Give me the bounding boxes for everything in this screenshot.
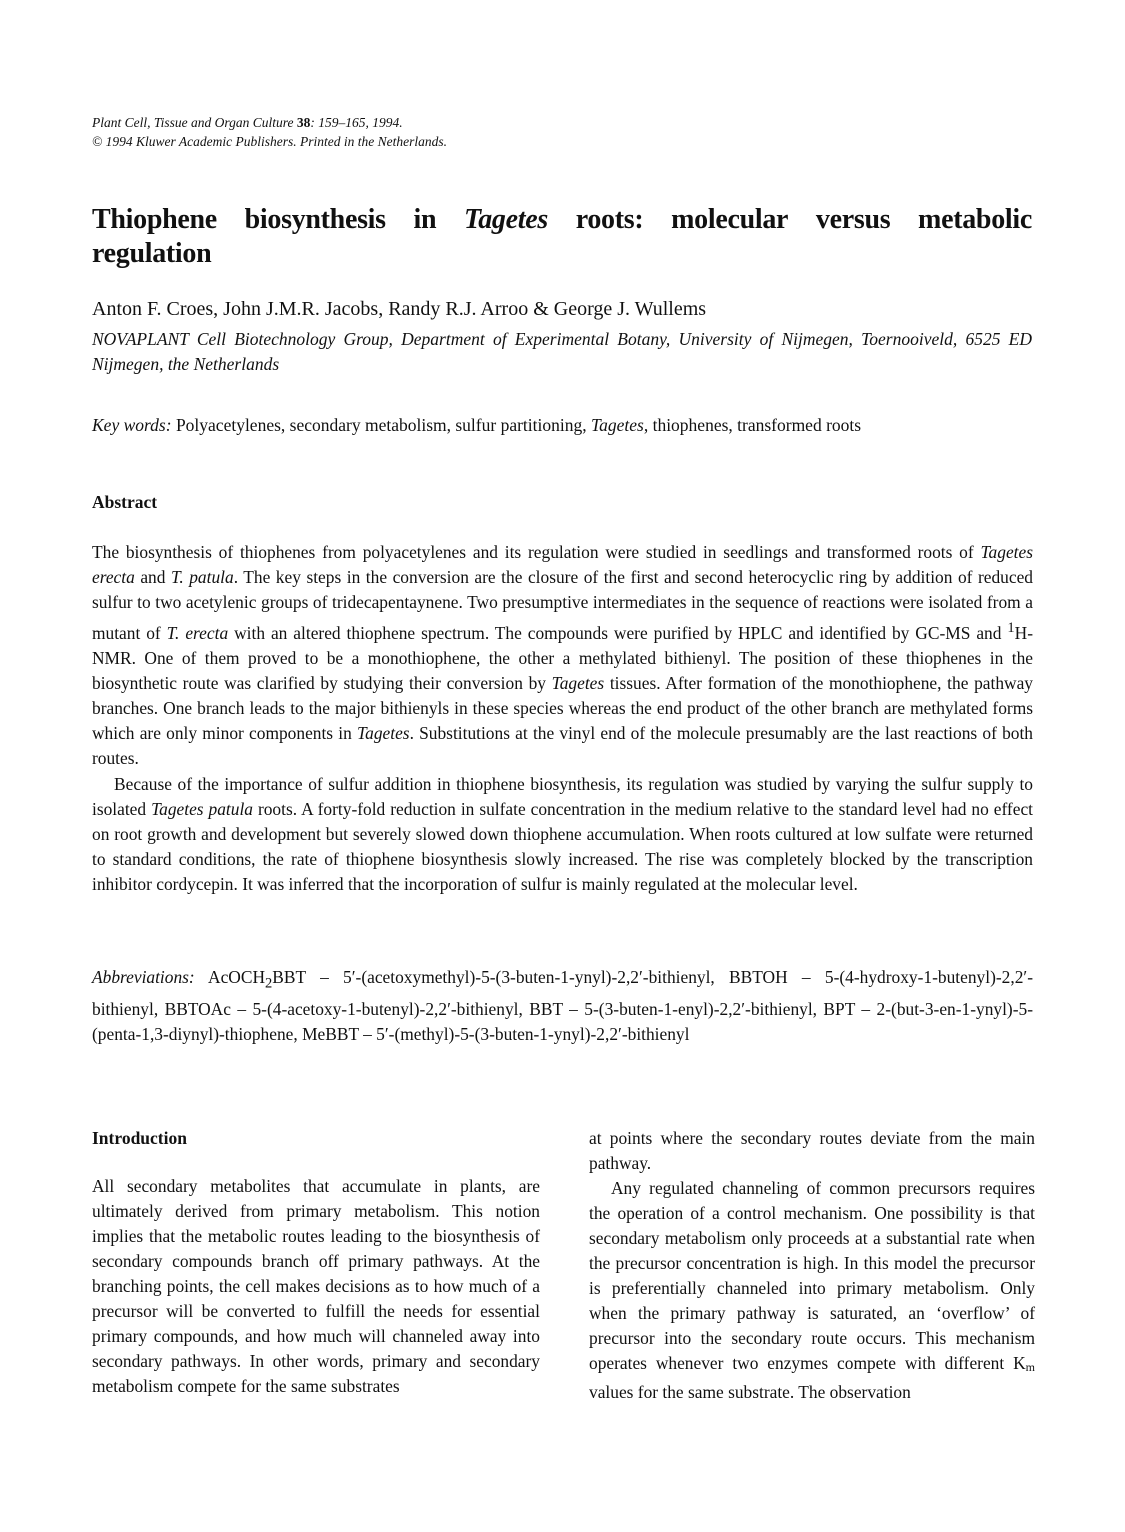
author-list: Anton F. Croes, John J.M.R. Jacobs, Randy R.J. Arroo & George J. Wullems (92, 298, 707, 320)
abstract-heading: Abstract (92, 492, 158, 512)
introduction-paragraph-2: Any regulated channeling of common precursors requires the operation of a control mechanism. One possibility is that secondary metabolism only proceeds at a substantial rate when the precursor concentration is high. In this model the precursor is preferentially channeled into primary metabolism. Only when the primary pathway is saturated, an ‘overflow’ of precursor into the secondary route occurs. This mechanism operates whenever two enzymes compete with different $K_m$ values for the same substrate. The observation (589, 1178, 1035, 1402)
introduction-heading: Introduction (92, 1128, 187, 1148)
abstract-paragraph-1: The biosynthesis of thiophenes from polyacetylenes and its regulation were studied in seedlings and transformed roots of Tagetes erecta and T. patula. The key steps in the conversion are the closure of the first and second heterocyclic ring by addition of reduced sulfur to two acetylenic groups of tridecapentaynene. Two presumptive intermediates in the sequence of reactions were isolated from a mutant of T. erecta with an altered thiophene spectrum. The compounds were purified by HPLC and identified by GC-MS and $^1$H-NMR. One of them proved to be a monothiophene, the other a methylated bithienyl. The position of these thiophenes in the biosynthetic route was clarified by studying their conversion by Tagetes tissues. After formation of the monothiophene, the pathway branches. One branch leads to the major bithienyls in these species whereas the end product of the other branch are methylated forms which are only minor components in Tagetes. Substitutions at the vinyl end of the molecule presumably are the last reactions of both routes. (92, 542, 1034, 769)
title-genus: Tagetes (464, 204, 548, 235)
introduction-paragraph-1: All secondary metabolites that accumulate in plants, are ultimately derived from primary metabolism. This notion implies that the metabolic routes leading to the biosynthesis of secondary compounds branch off primary pathways. At the branching points, the cell makes decisions as to how much of a precursor will be converted to fulfill the needs for essential primary compounds, and how much will channeled away into secondary pathways. In other words, primary and secondary metabolism compete for the same substrates (92, 1176, 540, 1396)
title-line-1: Thiophene biosynthesis in Tagetes roots: molecular versus metabolic (92, 204, 1032, 235)
column-left (92, 1126, 540, 1399)
abbreviations: Abbreviations: AcOCH$_2$BBT – 5′-(acetoxymethyl)-5-(3-buten-1-ynyl)-2,2′-bithienyl, BBTOH – 5-(4-hydroxy-1-butenyl)-2,2′-bithienyl, BBTOAc – 5-(4-acetoxy-1-butenyl)-2,2′-bithienyl, BBT – 5-(3-buten-1-enyl)-2,2′-bithienyl, BPT – 2-(but-3-en-1-ynyl)-5-(penta-1,3-diynyl)-thiophene, MeBBT – 5′-(methyl)-5-(3-buten-1-ynyl)-2,2′-bithienyl (92, 967, 1033, 1044)
paper-title (92, 203, 1032, 271)
journal-header (92, 113, 792, 151)
column-right (589, 1126, 1035, 1405)
keywords-label: Key words: (92, 415, 172, 435)
journal-copyright: © 1994 Kluwer Academic Publishers. Printed in the Netherlands. (92, 134, 447, 149)
abstract-paragraph-2: Because of the importance of sulfur addition in thiophene biosynthesis, its regulation was studied by varying the sulfur supply to isolated Tagetes patula roots. A forty-fold reduction in sulfate concentration in the medium relative to the standard level had no effect on root growth and development but severely slowed down thiophene accumulation. When roots cultured at low sulfate were returned to standard conditions, the rate of thiophene biosynthesis slowly increased. The rise was completely blocked by the transcription inhibitor cordycepin. It was inferred that the incorporation of sulfur is mainly regulated at the molecular level. (92, 773, 1033, 895)
introduction-paragraph-1-continued: at points where the secondary routes deviate from the main pathway. (589, 1128, 1035, 1173)
abbreviations-label: Abbreviations: (92, 967, 195, 987)
journal-volume: 38 (296, 115, 311, 130)
abstract-body (92, 540, 1033, 898)
affiliation: NOVAPLANT Cell Biotechnology Group, Department of Experimental Botany, University of Nijmegen, Toernooiveld, 6525 ED Nijmegen, the Netherlands (92, 329, 1032, 374)
title-line-2: regulation (92, 238, 212, 269)
keywords: Key words: Polyacetylenes, secondary metabolism, sulfur partitioning, Tagetes, thiophenes, transformed roots (92, 415, 862, 435)
journal-citation: Plant Cell, Tissue and Organ Culture 38: 159–165, 1994. (92, 115, 403, 130)
